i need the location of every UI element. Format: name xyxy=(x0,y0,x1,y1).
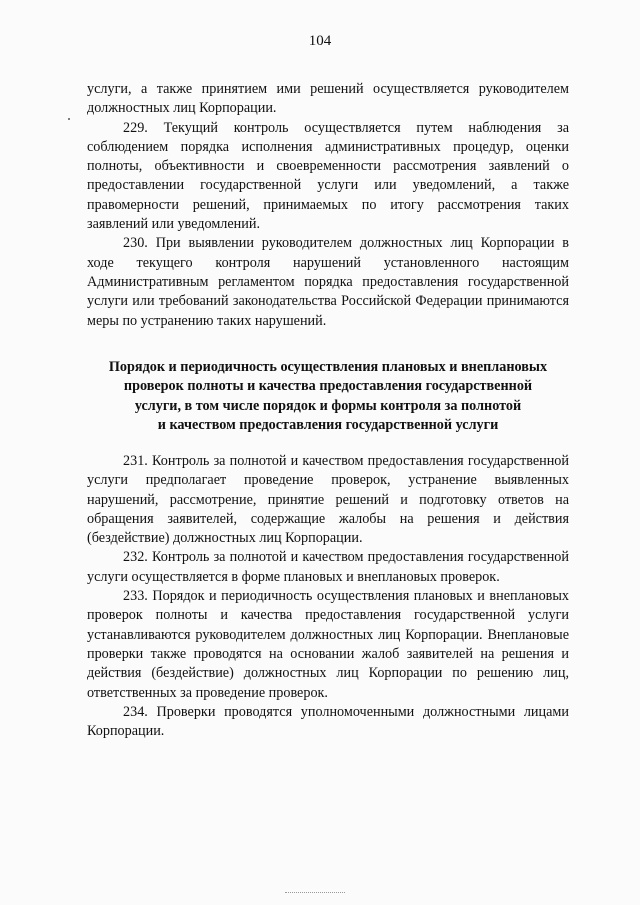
section-heading xyxy=(87,358,569,435)
heading-line: проверок полноты и качества предоставления государственной xyxy=(123,378,533,395)
paragraph-234: 234. Проверки проводятся уполномоченными должностными лицами Корпорации. xyxy=(87,703,569,740)
heading-line: Порядок и периодичность осуществления плановых и внеплановых xyxy=(108,359,548,375)
page-number: 104 xyxy=(308,33,332,49)
scan-speck xyxy=(68,118,70,120)
paragraph-233: 233. Порядок и периодичность осуществления плановых и внеплановых проверок полноты и качества предоставления государственной услуги устанавливаются руководителем должностных лиц Корпорации. Внеплановые проверки также проводятся на основании жалоб заявителей на решения и действия (бездействие) должностных лиц Корпорации по решению лиц, ответственных за проведение проверок. xyxy=(87,588,569,701)
paragraph-continuation: услуги, а также принятием ими решений осуществляется руководителем должностных лиц Корпорации. xyxy=(87,81,569,117)
bottom-section xyxy=(87,452,569,741)
paragraph-229: 229. Текущий контроль осуществляется путем наблюдения за соблюдением порядка исполнения административных процедур, оценки полноты, объективности и своевременности рассмотрения заявлений о предоставлении государственной услуги или уведомлений, а также правомерности решений, принимаемых по итогу рассмотрения таких заявлений или уведомлений. xyxy=(87,119,569,233)
paragraph-231: 231. Контроль за полнотой и качеством предоставления государственной услуги предполагает проведение проверок, устранение выявленных нарушений, рассмотрение, принятие решений и подготовку ответов на обращения заявителей, содержащие жалобы на решения и действия (бездействие) должностных лиц Корпорации. xyxy=(87,453,569,547)
top-section xyxy=(87,80,569,331)
paragraph-232: 232. Контроль за полнотой и качеством предоставления государственной услуги осуществляется в форме плановых и внеплановых проверок. xyxy=(87,549,569,585)
paragraph-230: 230. При выявлении руководителем должностных лиц Корпорации в ходе текущего контроля нарушений установленного настоящим Административным регламентом порядка предоставления государственной услуги или требований законодательства Российской Федерации принимаются меры по устранению таких нарушений. xyxy=(87,235,569,329)
heading-line: и качеством предоставления государственной услуги xyxy=(157,416,499,433)
scan-edge-mark xyxy=(285,892,345,894)
heading-line: услуги, в том числе порядок и формы контроля за полнотой xyxy=(134,397,522,414)
